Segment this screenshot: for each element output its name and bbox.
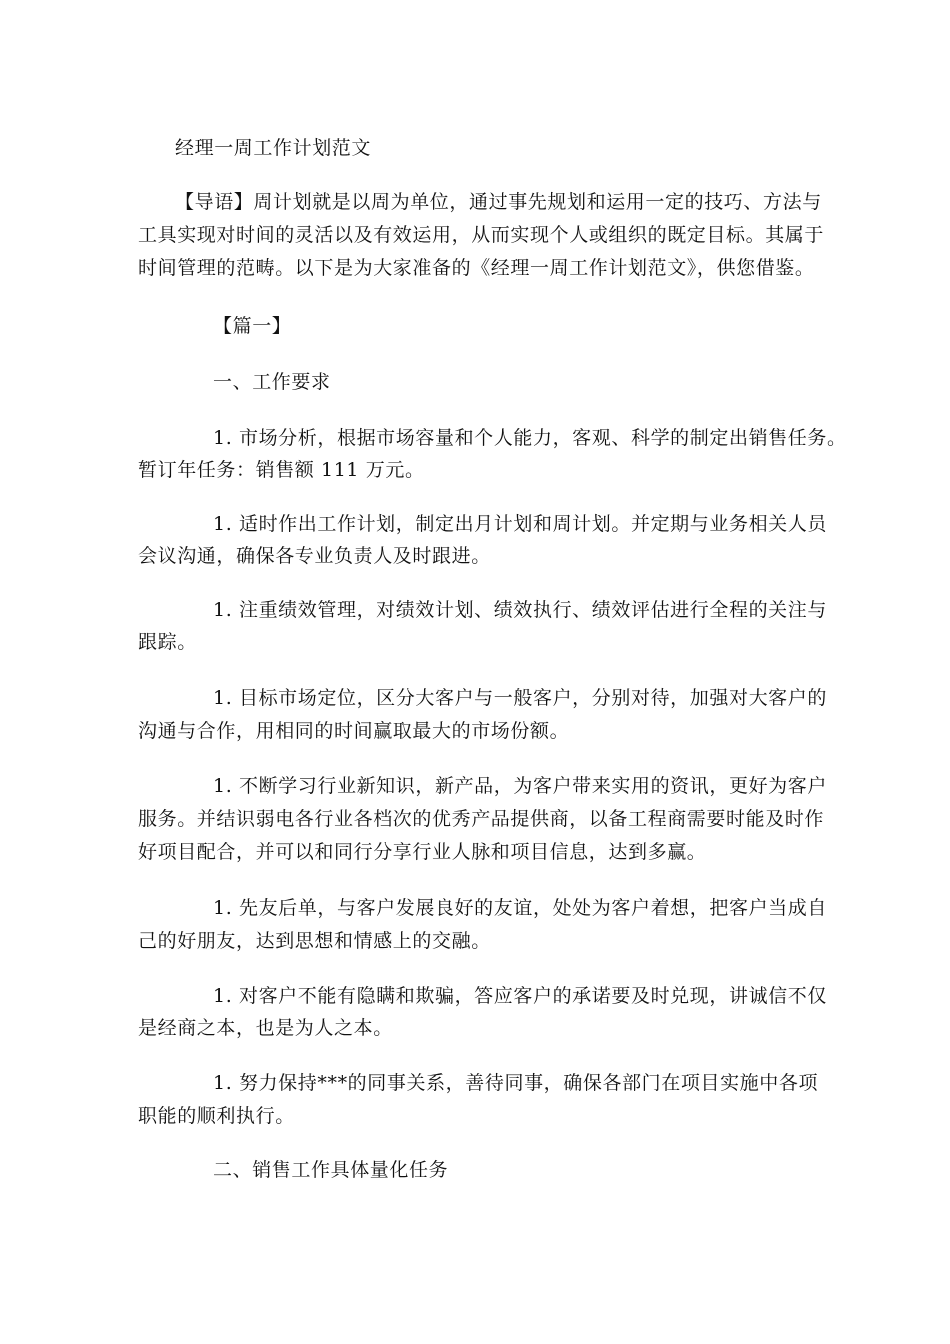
item-5-line-1: 1. 不断学习行业新知识，新产品，为客户带来实用的资讯，更好为客户	[213, 775, 827, 797]
intro-line-2: 工具实现对时间的灵活以及有效运用，从而实现个人或组织的既定目标。其属于	[138, 224, 825, 246]
item-8-line-2: 职能的顺利执行。	[138, 1105, 295, 1127]
heading-work-requirements: 一、工作要求	[213, 371, 331, 393]
item-2-line-1: 1. 适时作出工作计划，制定出月计划和周计划。并定期与业务相关人员	[213, 513, 827, 535]
item-4-line-1: 1. 目标市场定位，区分大客户与一般客户，分别对待，加强对大客户的	[213, 687, 827, 709]
item-1-line-1: 1. 市场分析，根据市场容量和个人能力，客观、科学的制定出销售任务。	[213, 427, 847, 449]
item-5-line-2: 服务。并结识弱电各行业各档次的优秀产品提供商，以备工程商需要时能及时作	[138, 808, 825, 830]
intro-line-1: 【导语】周计划就是以周为单位，通过事先规划和运用一定的技巧、方法与	[175, 191, 822, 213]
item-4-line-2: 沟通与合作，用相同的时间赢取最大的市场份额。	[138, 720, 570, 742]
item-6-line-1: 1. 先友后单，与客户发展良好的友谊，处处为客户着想，把客户当成自	[213, 897, 827, 919]
item-6-line-2: 己的好朋友，达到思想和情感上的交融。	[138, 930, 491, 952]
item-2-line-2: 会议沟通，确保各专业负责人及时跟进。	[138, 545, 491, 567]
item-3-line-2: 跟踪。	[138, 631, 197, 653]
item-3-line-1: 1. 注重绩效管理，对绩效计划、绩效执行、绩效评估进行全程的关注与	[213, 599, 827, 621]
item-1-line-2: 暂订年任务：销售额 111 万元。	[138, 459, 425, 481]
intro-line-3: 时间管理的范畴。以下是为大家准备的《经理一周工作计划范文》，供您借鉴。	[138, 257, 815, 279]
section-marker: 【篇一】	[213, 315, 292, 337]
item-7-line-2: 是经商之本，也是为人之本。	[138, 1017, 393, 1039]
item-8-line-1: 1. 努力保持***的同事关系，善待同事，确保各部门在项目实施中各项	[213, 1072, 819, 1094]
item-5-line-3: 好项目配合，并可以和同行分享行业人脉和项目信息，达到多赢。	[138, 841, 707, 863]
heading-sales-tasks: 二、销售工作具体量化任务	[213, 1159, 449, 1181]
document-title: 经理一周工作计划范文	[175, 137, 372, 159]
item-7-line-1: 1. 对客户不能有隐瞒和欺骗，答应客户的承诺要及时兑现，讲诚信不仅	[213, 985, 827, 1007]
